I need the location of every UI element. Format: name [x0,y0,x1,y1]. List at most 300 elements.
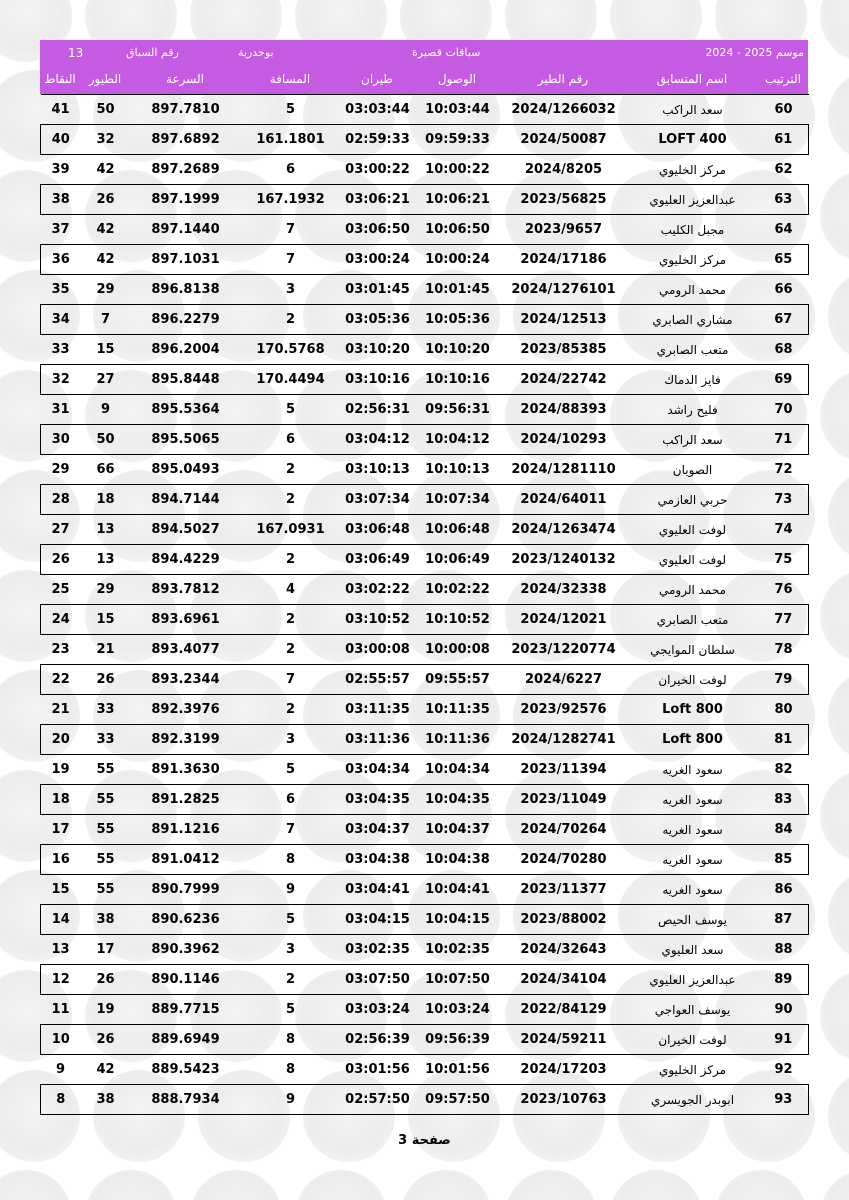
col-birds: الطيور [88,72,122,86]
cell-flight: 02:57:50 [341,1085,415,1115]
cell-rank: 71 [759,425,809,455]
cell-points: 22 [41,665,81,695]
cell-speed: 888.7934 [131,1085,241,1115]
cell-birds: 26 [81,185,131,215]
cell-points: 10 [41,1025,81,1055]
cell-bird-number: 2023/88002 [501,905,627,935]
cell-arrival: 10:10:20 [415,335,501,365]
cell-competitor: سعود الغريه [627,875,759,905]
cell-distance: 2 [241,965,341,995]
table-row [41,545,809,575]
cell-bird-number: 2022/84129 [501,995,627,1025]
cell-rank: 66 [759,275,809,305]
table-row [41,365,809,395]
cell-birds: 29 [81,275,131,305]
cell-bird-number: 2023/11394 [501,755,627,785]
cell-rank: 62 [759,155,809,185]
cell-birds: 55 [81,755,131,785]
watermark-emblem [295,1170,387,1200]
cell-speed: 897.7810 [131,95,241,125]
cell-competitor: متعب الصابري [627,335,759,365]
cell-distance: 8 [241,845,341,875]
cell-flight: 03:02:22 [341,575,415,605]
cell-rank: 61 [759,125,809,155]
cell-arrival: 10:11:36 [415,725,501,755]
cell-points: 24 [41,605,81,635]
watermark-emblem [190,1170,282,1200]
cell-birds: 33 [81,725,131,755]
cell-points: 37 [41,215,81,245]
cell-competitor: محمد الرومي [627,275,759,305]
watermark-emblem [820,1170,849,1200]
cell-speed: 889.5423 [131,1055,241,1085]
cell-points: 29 [41,455,81,485]
race-number-label: رقم السباق [126,46,179,59]
cell-points: 23 [41,635,81,665]
cell-bird-number: 2024/50087 [501,125,627,155]
cell-speed: 889.6949 [131,1025,241,1055]
cell-arrival: 10:04:15 [415,905,501,935]
cell-rank: 70 [759,395,809,425]
cell-bird-number: 2023/1220774 [501,635,627,665]
cell-points: 9 [41,1055,81,1085]
cell-arrival: 09:56:31 [415,395,501,425]
cell-birds: 32 [81,125,131,155]
cell-bird-number: 2024/6227 [501,665,627,695]
col-flight: طيران [361,72,393,86]
cell-rank: 83 [759,785,809,815]
cell-points: 16 [41,845,81,875]
table-row [41,815,809,845]
cell-birds: 27 [81,365,131,395]
cell-arrival: 10:04:38 [415,845,501,875]
cell-birds: 26 [81,1025,131,1055]
cell-birds: 29 [81,575,131,605]
cell-flight: 03:04:34 [341,755,415,785]
cell-arrival: 10:07:34 [415,485,501,515]
cell-birds: 42 [81,1055,131,1085]
cell-speed: 892.3976 [131,695,241,725]
cell-arrival: 10:06:21 [415,185,501,215]
cell-speed: 896.2279 [131,305,241,335]
cell-birds: 21 [81,635,131,665]
cell-bird-number: 2023/11049 [501,785,627,815]
cell-competitor: مركز الخليوي [627,155,759,185]
cell-speed: 889.7715 [131,995,241,1025]
col-competitor: اسم المتسابق [656,72,728,86]
cell-flight: 03:06:49 [341,545,415,575]
cell-birds: 26 [81,965,131,995]
cell-bird-number: 2024/1263474 [501,515,627,545]
cell-bird-number: 2024/64011 [501,485,627,515]
cell-points: 36 [41,245,81,275]
cell-arrival: 10:03:44 [415,95,501,125]
watermark-emblem [85,1170,177,1200]
cell-arrival: 10:11:35 [415,695,501,725]
watermark-emblem [820,770,849,862]
cell-points: 18 [41,785,81,815]
cell-arrival: 10:02:22 [415,575,501,605]
cell-arrival: 09:55:57 [415,665,501,695]
cell-competitor: سعود الغريه [627,785,759,815]
cell-competitor: عبدالعزيز العليوي [627,965,759,995]
cell-flight: 03:07:50 [341,965,415,995]
cell-birds: 38 [81,905,131,935]
cell-speed: 890.6236 [131,905,241,935]
cell-rank: 75 [759,545,809,575]
cell-bird-number: 2024/17203 [501,1055,627,1085]
table-row [41,995,809,1025]
cell-competitor: مجبل الكليب [627,215,759,245]
cell-bird-number: 2024/32338 [501,575,627,605]
cell-arrival: 10:01:45 [415,275,501,305]
cell-arrival: 09:59:33 [415,125,501,155]
cell-competitor: مشاري الصابري [627,305,759,335]
cell-flight: 03:10:13 [341,455,415,485]
cell-arrival: 10:10:52 [415,605,501,635]
cell-competitor: سلطان الموايجي [627,635,759,665]
cell-arrival: 10:04:37 [415,815,501,845]
cell-points: 17 [41,815,81,845]
cell-flight: 03:10:20 [341,335,415,365]
cell-points: 14 [41,905,81,935]
cell-rank: 81 [759,725,809,755]
col-rank: الترتيب [765,72,801,86]
cell-arrival: 10:02:35 [415,935,501,965]
cell-rank: 64 [759,215,809,245]
table-row [41,275,809,305]
cell-distance: 2 [241,695,341,725]
race-category: سباقات قصيرة [412,46,481,59]
col-points: النقاط [44,72,76,86]
table-row [41,1085,809,1115]
cell-flight: 03:00:08 [341,635,415,665]
cell-points: 8 [41,1085,81,1115]
cell-flight: 03:04:37 [341,815,415,845]
watermark-emblem [828,670,849,762]
cell-speed: 894.5027 [131,515,241,545]
cell-bird-number: 2024/1266032 [501,95,627,125]
table-row [41,785,809,815]
cell-distance: 7 [241,815,341,845]
cell-bird-number: 2024/88393 [501,395,627,425]
cell-competitor: لوفت العليوي [627,545,759,575]
cell-competitor: مركز الخليوي [627,245,759,275]
cell-arrival: 10:07:50 [415,965,501,995]
cell-distance: 161.1801 [241,125,341,155]
cell-distance: 7 [241,245,341,275]
cell-speed: 890.1146 [131,965,241,995]
cell-rank: 72 [759,455,809,485]
table-row [41,875,809,905]
watermark-emblem [828,70,849,162]
cell-bird-number: 2024/34104 [501,965,627,995]
table-row [41,335,809,365]
table-row [41,575,809,605]
cell-arrival: 10:04:12 [415,425,501,455]
col-bird-number: رقم الطير [537,72,589,86]
cell-speed: 891.0412 [131,845,241,875]
cell-bird-number: 2024/22742 [501,365,627,395]
cell-competitor: مركز الخليوي [627,1055,759,1085]
table-row [41,185,809,215]
cell-speed: 895.5364 [131,395,241,425]
cell-birds: 15 [81,335,131,365]
cell-distance: 7 [241,215,341,245]
table-row [41,635,809,665]
table-row [41,605,809,635]
cell-arrival: 10:05:36 [415,305,501,335]
cell-arrival: 10:10:16 [415,365,501,395]
cell-birds: 50 [81,95,131,125]
cell-speed: 893.6961 [131,605,241,635]
watermark-emblem [820,170,849,262]
season-label: موسم 2025 - 2024 [705,46,804,59]
cell-birds: 42 [81,155,131,185]
cell-points: 21 [41,695,81,725]
cell-flight: 02:56:39 [341,1025,415,1055]
cell-bird-number: 2023/9657 [501,215,627,245]
cell-birds: 33 [81,695,131,725]
cell-birds: 38 [81,1085,131,1115]
cell-flight: 03:03:24 [341,995,415,1025]
cell-flight: 03:04:35 [341,785,415,815]
cell-competitor: فايز الدماك [627,365,759,395]
cell-competitor: سعد الراكب [627,425,759,455]
cell-rank: 90 [759,995,809,1025]
cell-bird-number: 2024/8205 [501,155,627,185]
cell-rank: 91 [759,1025,809,1055]
cell-birds: 15 [81,605,131,635]
watermark-emblem [828,1070,849,1162]
cell-birds: 55 [81,815,131,845]
cell-competitor: يوسف العواجي [627,995,759,1025]
cell-arrival: 10:01:56 [415,1055,501,1085]
watermark-emblem [505,1170,597,1200]
cell-birds: 13 [81,515,131,545]
cell-competitor: عبدالعزيز العليوي [627,185,759,215]
cell-speed: 890.7999 [131,875,241,905]
cell-distance: 170.5768 [241,335,341,365]
table-row [41,515,809,545]
cell-rank: 60 [759,95,809,125]
cell-arrival: 10:03:24 [415,995,501,1025]
table-row [41,125,809,155]
cell-rank: 79 [759,665,809,695]
cell-flight: 03:07:34 [341,485,415,515]
cell-speed: 894.4229 [131,545,241,575]
cell-speed: 896.2004 [131,335,241,365]
cell-birds: 55 [81,845,131,875]
cell-speed: 896.8138 [131,275,241,305]
cell-arrival: 10:04:41 [415,875,501,905]
cell-rank: 78 [759,635,809,665]
cell-bird-number: 2023/11377 [501,875,627,905]
cell-points: 27 [41,515,81,545]
cell-distance: 3 [241,935,341,965]
cell-arrival: 10:00:08 [415,635,501,665]
cell-distance: 5 [241,995,341,1025]
table-row [41,665,809,695]
cell-competitor: حربي العازمي [627,485,759,515]
cell-points: 33 [41,335,81,365]
cell-competitor: LOFT 400 [627,125,759,155]
page-number: صفحة 3 [398,1133,451,1148]
cell-speed: 897.1440 [131,215,241,245]
cell-bird-number: 2024/70264 [501,815,627,845]
cell-rank: 68 [759,335,809,365]
cell-speed: 895.8448 [131,365,241,395]
cell-bird-number: 2023/56825 [501,185,627,215]
table-row [41,155,809,185]
col-arrival: الوصول [437,72,477,86]
cell-flight: 03:06:21 [341,185,415,215]
cell-rank: 63 [759,185,809,215]
table-row [41,935,809,965]
cell-flight: 03:04:38 [341,845,415,875]
cell-competitor: فليح راشد [627,395,759,425]
cell-rank: 87 [759,905,809,935]
cell-rank: 69 [759,365,809,395]
cell-rank: 77 [759,605,809,635]
cell-distance: 7 [241,665,341,695]
cell-distance: 4 [241,575,341,605]
cell-rank: 76 [759,575,809,605]
cell-flight: 03:04:15 [341,905,415,935]
cell-points: 41 [41,95,81,125]
cell-rank: 73 [759,485,809,515]
cell-rank: 65 [759,245,809,275]
cell-flight: 03:01:45 [341,275,415,305]
cell-points: 12 [41,965,81,995]
watermark-emblem [400,1170,492,1200]
cell-competitor: متعب الصابري [627,605,759,635]
cell-distance: 2 [241,305,341,335]
cell-bird-number: 2024/1276101 [501,275,627,305]
cell-competitor: سعود الغريه [627,755,759,785]
watermark-emblem [715,1170,807,1200]
cell-bird-number: 2023/10763 [501,1085,627,1115]
cell-points: 19 [41,755,81,785]
table-row [41,395,809,425]
cell-distance: 9 [241,875,341,905]
cell-rank: 85 [759,845,809,875]
cell-birds: 42 [81,215,131,245]
cell-points: 35 [41,275,81,305]
cell-distance: 2 [241,455,341,485]
cell-rank: 80 [759,695,809,725]
cell-bird-number: 2024/59211 [501,1025,627,1055]
cell-rank: 92 [759,1055,809,1085]
cell-competitor: Loft 800 [627,725,759,755]
cell-points: 30 [41,425,81,455]
cell-flight: 02:55:57 [341,665,415,695]
cell-points: 39 [41,155,81,185]
cell-birds: 19 [81,995,131,1025]
cell-distance: 5 [241,755,341,785]
cell-arrival: 10:00:24 [415,245,501,275]
cell-rank: 74 [759,515,809,545]
cell-competitor: لوفت العليوي [627,515,759,545]
cell-birds: 42 [81,245,131,275]
col-speed: السرعة [166,72,204,86]
cell-flight: 03:06:48 [341,515,415,545]
cell-bird-number: 2024/32643 [501,935,627,965]
watermark-emblem [610,1170,702,1200]
watermark-emblem [820,570,849,662]
cell-speed: 892.3199 [131,725,241,755]
cell-competitor: يوسف الحيص [627,905,759,935]
table-row [41,1055,809,1085]
cell-competitor: ابوبدر الجويسري [627,1085,759,1115]
cell-bird-number: 2024/1281110 [501,455,627,485]
table-row [41,245,809,275]
table-row [41,95,809,125]
cell-rank: 67 [759,305,809,335]
table-row [41,1025,809,1055]
cell-bird-number: 2024/12021 [501,605,627,635]
cell-rank: 93 [759,1085,809,1115]
watermark-emblem [820,370,849,462]
cell-birds: 18 [81,485,131,515]
cell-competitor: سعود الغريه [627,845,759,875]
cell-distance: 8 [241,1055,341,1085]
cell-competitor: محمد الرومي [627,575,759,605]
table-row [41,695,809,725]
cell-distance: 5 [241,905,341,935]
table-row [41,845,809,875]
cell-competitor: لوفت الخيران [627,1025,759,1055]
cell-speed: 897.2689 [131,155,241,185]
cell-points: 34 [41,305,81,335]
cell-arrival: 09:57:50 [415,1085,501,1115]
cell-flight: 03:10:52 [341,605,415,635]
table-row [41,905,809,935]
cell-distance: 6 [241,155,341,185]
cell-birds: 26 [81,665,131,695]
cell-birds: 55 [81,875,131,905]
cell-flight: 03:11:35 [341,695,415,725]
cell-distance: 167.1932 [241,185,341,215]
cell-distance: 5 [241,95,341,125]
cell-birds: 9 [81,395,131,425]
cell-competitor: لوفت الخيران [627,665,759,695]
cell-flight: 03:01:56 [341,1055,415,1085]
cell-speed: 891.1216 [131,815,241,845]
cell-distance: 2 [241,485,341,515]
cell-flight: 03:03:44 [341,95,415,125]
cell-flight: 03:04:12 [341,425,415,455]
cell-bird-number: 2023/1240132 [501,545,627,575]
cell-rank: 82 [759,755,809,785]
cell-birds: 55 [81,785,131,815]
results-sheet [40,40,808,1115]
cell-flight: 03:00:22 [341,155,415,185]
cell-competitor: سعد الراكب [627,95,759,125]
table-row [41,425,809,455]
watermark-emblem [0,1170,72,1200]
watermark-emblem [828,270,849,362]
cell-bird-number: 2023/85385 [501,335,627,365]
cell-birds: 13 [81,545,131,575]
cell-birds: 66 [81,455,131,485]
cell-distance: 8 [241,1025,341,1055]
table-header [40,40,808,94]
watermark-emblem [820,970,849,1062]
table-row [41,455,809,485]
cell-birds: 17 [81,935,131,965]
table-row [41,215,809,245]
